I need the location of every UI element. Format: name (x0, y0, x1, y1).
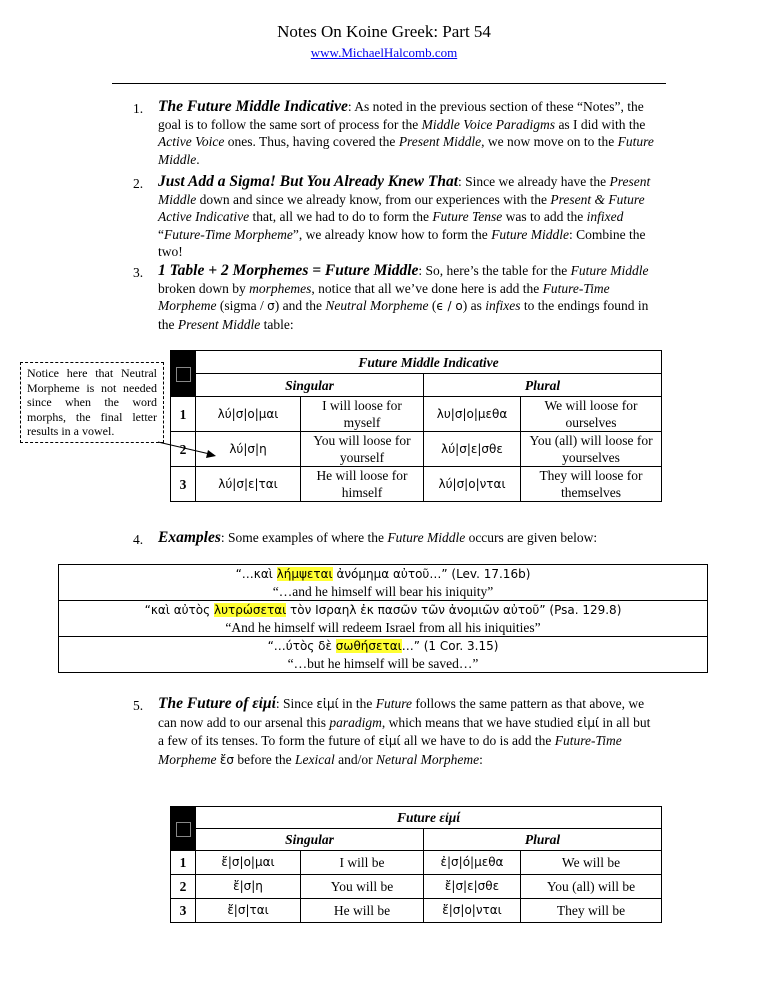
row-number: 3 (171, 899, 196, 923)
heading-just-add-sigma: Just Add a Sigma! But You Already Knew That (158, 173, 459, 190)
example-greek-pre: “…ύτὸς δὲ (267, 639, 336, 653)
examples-table (58, 564, 708, 673)
table-row (171, 467, 662, 502)
table-row (171, 851, 662, 875)
paragraph-5: The Future of εἰμί: Since εἰμί in the Future follows the same pattern as that above, we can now add to our arsenal this paradigm, which means that we have studied εἰμί in all but a few of its tenses. To form the future of εἰμί all we have to do is add the Future-Time Morpheme ἔσ before the Lexical and/or Netural Morpheme: (158, 695, 651, 767)
side-note: Notice here that Neutral Morpheme is not needed since when the word morphs, the final letter results in a vowel. (20, 362, 164, 443)
example-row (59, 601, 708, 637)
example-english: “…but he himself will be saved…” (287, 656, 479, 671)
singular-greek: λύ|σ|ο|μαι (196, 397, 301, 432)
singular-greek: λύ|σ|η (196, 432, 301, 467)
example-highlight: σωθήσεται (335, 639, 402, 653)
plural-english: You (all) will loose for yourselves (521, 432, 662, 467)
row-number: 3 (171, 467, 196, 502)
plural-header: Plural (424, 829, 662, 851)
example-greek-post: τὸν Ισραηλ ἐκ πασῶν τῶν ἀνομιῶν αὐτοῦ” (Psa. 129.8) (286, 603, 622, 617)
singular-english: You will loose for yourself (301, 432, 424, 467)
table-row (171, 899, 662, 923)
table-row (171, 875, 662, 899)
item-number-5: 5. (133, 698, 144, 713)
plural-english: We will loose for ourselves (521, 397, 662, 432)
example-greek-pre: “καὶ αὐτὸς (144, 603, 214, 617)
item-number-2: 2. (133, 176, 144, 191)
heading-future-middle-indicative: The Future Middle Indicative (158, 98, 348, 115)
row-number: 2 (171, 432, 196, 467)
table-title: Future εἰμί (196, 807, 662, 829)
plural-english: They will be (521, 899, 662, 923)
example-highlight: λήμψεται (276, 567, 333, 581)
item-number-1: 1. (133, 101, 144, 116)
row-number: 1 (171, 397, 196, 432)
plural-header: Plural (424, 374, 662, 397)
singular-greek: λύ|σ|ε|ται (196, 467, 301, 502)
plural-english: They will loose for themselves (521, 467, 662, 502)
heading-examples: Examples (158, 529, 221, 546)
example-row (59, 637, 708, 673)
item-number-4: 4. (133, 532, 144, 547)
plural-greek: λυ|σ|ο|μεθα (424, 397, 521, 432)
plural-greek: ἔ|σ|ο|νται (424, 899, 521, 923)
heading-future-of-eimi: The Future of εἰμί (158, 695, 276, 712)
example-highlight: λυτρώσεται (213, 603, 287, 617)
singular-english: He will be (301, 899, 424, 923)
paragraph-3: 1 Table + 2 Morphemes = Future Middle: So, here’s the table for the Future Middle broken down by morphemes, notice that all we’ve done here is add the Future-Time Morpheme (sigma / σ) and the Neutral Morpheme (ϵ / ο) as infixes to the endings found in the Present Middle table: (158, 262, 649, 332)
plural-greek: λύ|σ|ε|σθε (424, 432, 521, 467)
plural-greek: ἐ|σ|ό|μεθα (424, 851, 521, 875)
example-greek-post: ἀνόμημα αὐτοῦ…” (Lev. 17.16b) (332, 567, 531, 581)
table-row (171, 397, 662, 432)
table-corner (171, 351, 196, 397)
singular-greek: ἔ|σ|ται (196, 899, 301, 923)
future-middle-table (170, 350, 662, 502)
paragraph-1: The Future Middle Indicative: As noted in the previous section of these “Notes”, the goal is to follow the same sort of process for the Middle Voice Paradigms as I did with the Active Voice ones. Thus, having covered the Present Middle, we now move on to the Future Middle. (158, 98, 654, 167)
row-number: 1 (171, 851, 196, 875)
table-row (171, 432, 662, 467)
singular-english: I will loose for myself (301, 397, 424, 432)
plural-greek: ἔ|σ|ε|σθε (424, 875, 521, 899)
table-corner (171, 807, 196, 851)
singular-english: I will be (301, 851, 424, 875)
singular-greek: ἔ|σ|ο|μαι (196, 851, 301, 875)
singular-english: You will be (301, 875, 424, 899)
heading-table-morphemes: 1 Table + 2 Morphemes = Future Middle (158, 262, 419, 279)
future-eimi-table (170, 806, 662, 923)
singular-english: He will loose for himself (301, 467, 424, 502)
singular-greek: ἔ|σ|η (196, 875, 301, 899)
table-title: Future Middle Indicative (196, 351, 662, 374)
example-greek-post: …” (1 Cor. 3.15) (401, 639, 499, 653)
page-title: Notes On Koine Greek: Part 54 (277, 22, 491, 41)
example-greek-pre: “…καὶ (235, 567, 277, 581)
item-number-3: 3. (133, 265, 144, 280)
singular-header: Singular (196, 374, 424, 397)
header-divider (112, 83, 666, 84)
paragraph-2: Just Add a Sigma! But You Already Knew That: Since we already have the Present Middle down and since we already know, from our experiences with the Present & Future Active Indicative that, all we had to do to form the Future Tense was to add the infixed “Future-Time Morpheme”, we already know how to form the Future Middle: Combine the two! (158, 173, 651, 259)
singular-header: Singular (196, 829, 424, 851)
example-row (59, 565, 708, 601)
plural-greek: λύ|σ|ο|νται (424, 467, 521, 502)
row-number: 2 (171, 875, 196, 899)
website-link[interactable]: www.MichaelHalcomb.com (310, 45, 458, 60)
plural-english: You (all) will be (521, 875, 662, 899)
plural-english: We will be (521, 851, 662, 875)
example-english: “…and he himself will bear his iniquity” (272, 584, 494, 599)
paragraph-4: Examples: Some examples of where the Future Middle occurs are given below: (158, 529, 598, 546)
example-english: “And he himself will redeem Israel from all his iniquities” (225, 620, 541, 635)
